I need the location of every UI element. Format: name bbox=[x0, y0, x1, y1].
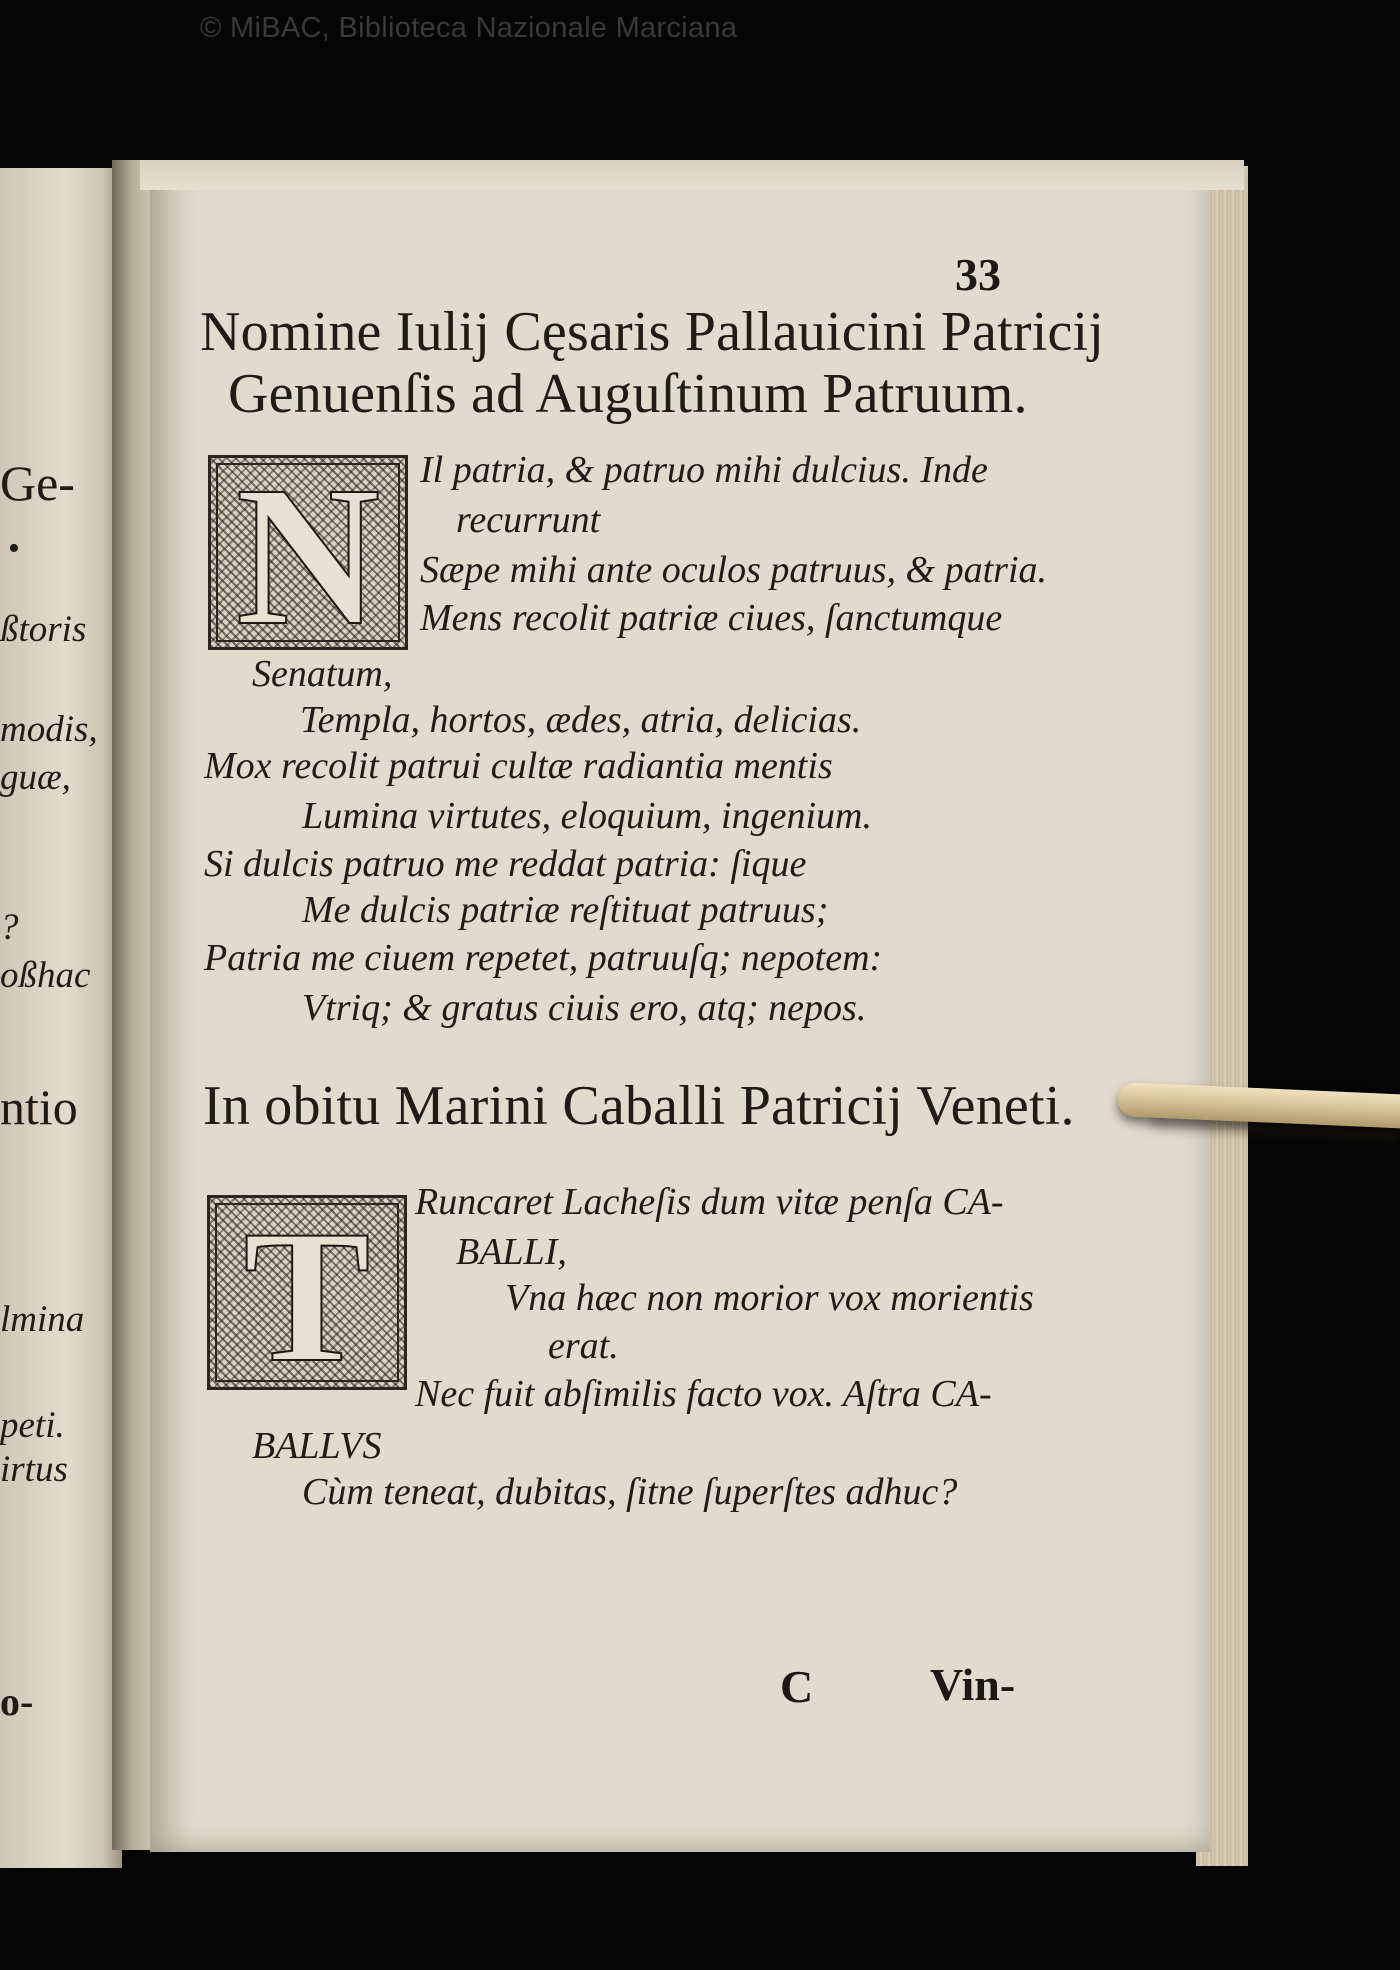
verse-line: Si dulcis patruo me reddat patria: ſique bbox=[204, 843, 807, 885]
verse-line: Mox recolit patrui cultæ radiantia mentis bbox=[204, 745, 833, 787]
verse-line: Lumina virtutes, eloquium, ingenium. bbox=[302, 795, 872, 837]
left-page bbox=[0, 168, 122, 1868]
verse-line: Mens recolit patriæ ciues, ſanctumque bbox=[420, 597, 1003, 639]
verse-line: Vna hæc non morior vox morientis bbox=[505, 1277, 1034, 1319]
watermark: © MiBAC, Biblioteca Nazionale Marciana bbox=[200, 12, 738, 44]
verse-line: Me dulcis patriæ reſtituat patruus; bbox=[302, 889, 829, 931]
page-top-edge bbox=[140, 160, 1244, 190]
left-fragment: peti. bbox=[0, 1405, 65, 1446]
page-number: 33 bbox=[955, 249, 1001, 300]
poem-2-title: In obitu Marini Caballi Patricij Veneti. bbox=[203, 1075, 1075, 1137]
decorated-initial-t bbox=[207, 1191, 407, 1402]
left-fragment: Ge- bbox=[0, 455, 75, 511]
verse-line: Runcaret Lacheſis dum vitæ penſa CA- bbox=[415, 1181, 1004, 1223]
poem-1-title-line-2: Genuenſis ad Auguſtinum Patruum. bbox=[228, 363, 1028, 425]
verse-line: BALLVS bbox=[252, 1425, 382, 1467]
verse-line: Sæpe mihi ante oculos patruus, & patria. bbox=[420, 549, 1047, 591]
poem-1-title-line-1: Nomine Iulij Cęsaris Pallauicini Patricij bbox=[200, 301, 1105, 363]
initial-letter: T bbox=[243, 1191, 371, 1402]
decorated-initial-n bbox=[208, 445, 408, 667]
left-fragment: ntio bbox=[0, 1079, 78, 1135]
verse-line: Senatum, bbox=[252, 653, 393, 695]
left-fragment: modis, bbox=[0, 709, 98, 750]
signature-mark: C bbox=[780, 1661, 814, 1712]
left-fragment: irtus bbox=[0, 1449, 68, 1490]
verse-line: Nec fuit abſimilis facto vox. Aſtra CA- bbox=[415, 1373, 992, 1415]
verse-line: Patria me ciuem repetet, patruuſq; nepotem: bbox=[204, 937, 883, 979]
left-fragment: ? bbox=[0, 907, 19, 948]
verse-line: Il patria, & patruo mihi dulcius. Inde bbox=[420, 449, 988, 491]
left-fragment: • bbox=[8, 530, 20, 567]
verse-line: Cùm teneat, dubitas, ſitne ſuperſtes adhuc? bbox=[302, 1471, 958, 1513]
verse-line: recurrunt bbox=[456, 499, 601, 541]
verse-line: Templa, hortos, ædes, atria, delicias. bbox=[300, 699, 862, 741]
left-fragment: oßhac bbox=[0, 955, 91, 996]
verse-line: erat. bbox=[548, 1325, 619, 1367]
left-fragment: lmina bbox=[0, 1299, 85, 1340]
verse-line: Vtriq; & gratus ciuis ero, atq; nepos. bbox=[302, 987, 867, 1029]
initial-letter: N bbox=[235, 445, 381, 667]
catchword: Vin- bbox=[930, 1659, 1016, 1710]
left-fragment: ßtoris bbox=[0, 609, 87, 650]
left-fragment: o- bbox=[0, 1679, 34, 1724]
verse-line: BALLI, bbox=[456, 1231, 567, 1273]
left-fragment: guæ, bbox=[0, 757, 71, 798]
